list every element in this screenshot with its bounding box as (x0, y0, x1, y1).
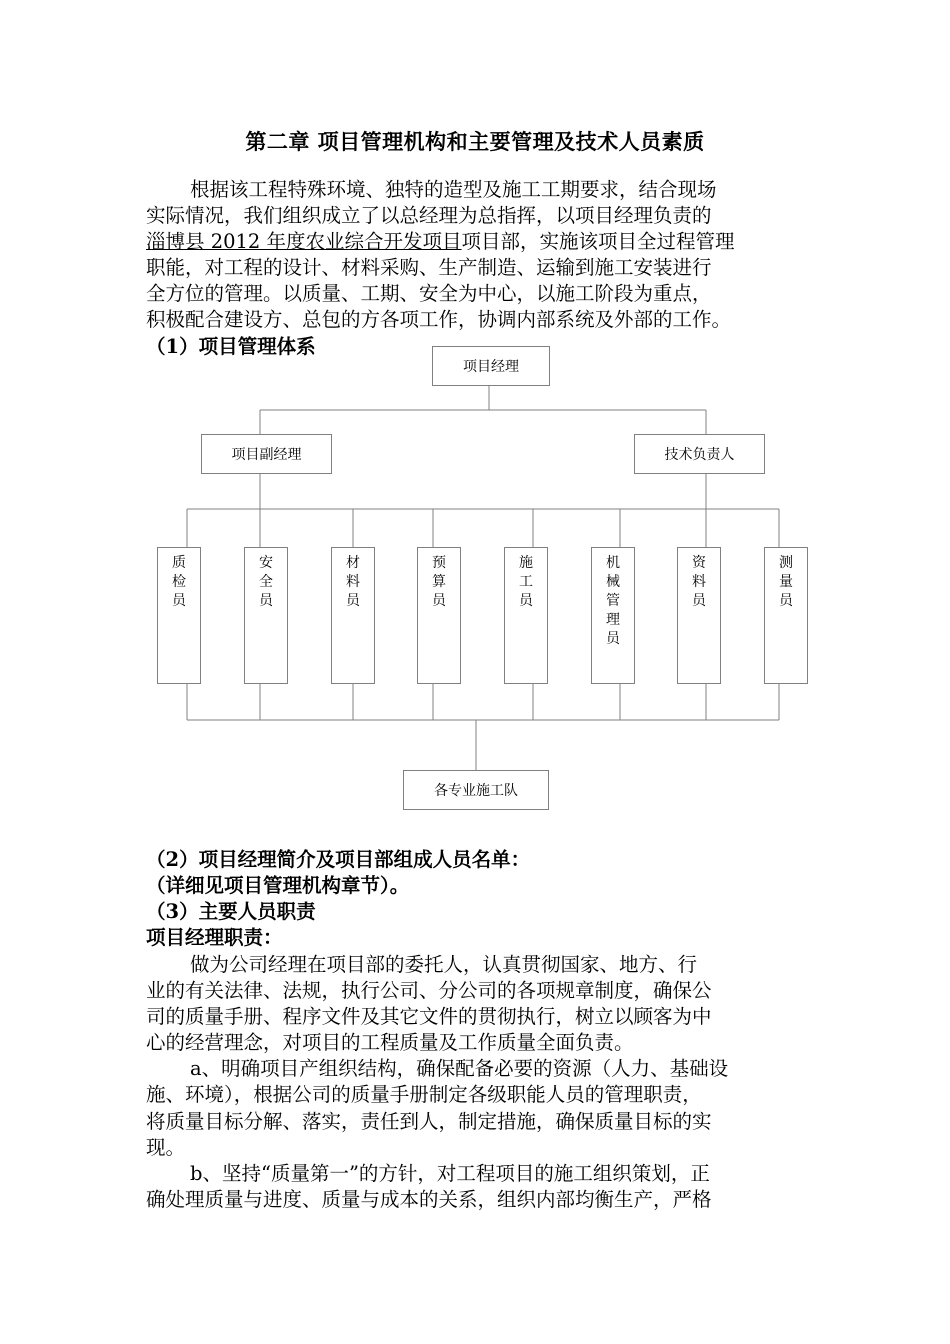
section-2-heading (146, 847, 806, 951)
node-machinery-manager-label: 机械管理员 (606, 555, 620, 647)
section-2-note: （详细见项目管理机构章节）。 (146, 874, 410, 898)
duty-a-line-3: 将质量目标分解、落实，责任到人，制定措施，确保质量目标的实 (146, 1109, 712, 1133)
project-name-link: 淄博县 2012 年度农业综合开发项目 (146, 230, 462, 254)
node-budget-officer (417, 547, 461, 684)
intro-line-3-rest: 项目部，实施该项目全过程管理 (461, 230, 735, 254)
duty-b-line-1: b、坚持“质量第一”的方针，对工程项目的施工组织策划，正 (190, 1161, 710, 1185)
node-document-officer (677, 547, 721, 684)
node-document-officer-label: 资料员 (692, 555, 706, 609)
duty-a-line-1: a、明确项目产组织结构，确保配备必要的资源（人力、基础设 (190, 1057, 729, 1081)
section-1-heading: （1）项目管理体系 (146, 335, 316, 358)
chapter-title: 第二章 项目管理机构和主要管理及技术人员素质 (245, 129, 705, 154)
duty-intro-line-4: 心的经营理念，对项目的工程质量及工作质量全面负责。 (146, 1031, 634, 1055)
node-quality-inspector (157, 547, 201, 684)
section-3-title: （3）主要人员职责 (146, 900, 316, 924)
node-budget-officer-label: 预算员 (432, 555, 446, 609)
node-materials-officer-label: 材料员 (346, 555, 360, 609)
node-safety-officer (244, 547, 288, 684)
intro-line-4: 职能，对工程的设计、材料采购、生产制造、运输到施工安装进行 (146, 256, 712, 280)
node-surveyor-label: 测量员 (779, 555, 793, 609)
intro-line-1: 根据该工程特殊环境、独特的造型及施工工期要求，结合现场 (190, 178, 717, 201)
node-materials-officer (331, 547, 375, 684)
pm-duties-heading: 项目经理职责： (146, 926, 283, 950)
duty-intro-line-3: 司的质量手册、程序文件及其它文件的贯彻执行，树立以顾客为中 (146, 1005, 712, 1029)
node-construction-worker (504, 547, 548, 684)
duty-intro-line-1: 做为公司经理在项目部的委托人，认真贯彻国家、地方、行 (190, 953, 698, 976)
duty-intro-paragraph (146, 952, 806, 1213)
node-quality-inspector-label: 质检员 (172, 555, 186, 609)
intro-line-5: 全方位的管理。以质量、工期、安全为中心，以施工阶段为重点， (146, 282, 712, 306)
node-construction-teams: 各专业施工队 (403, 770, 549, 810)
node-safety-officer-label: 安全员 (259, 555, 273, 609)
node-deputy-manager: 项目副经理 (201, 434, 332, 474)
node-technical-lead: 技术负责人 (634, 434, 765, 474)
node-surveyor (764, 547, 808, 684)
duty-a-line-2: 施、环境），根据公司的质量手册制定各级职能人员的管理职责， (146, 1083, 702, 1107)
node-construction-worker-label: 施工员 (519, 555, 533, 609)
intro-line-6: 积极配合建设方、总包的方各项工作，协调内部系统及外部的工作。 (146, 308, 732, 332)
intro-line-3 (146, 229, 806, 255)
duty-intro-line-2: 业的有关法律、法规，执行公司、分公司的各项规章制度，确保公 (146, 979, 712, 1003)
intro-paragraph (146, 177, 806, 334)
duty-b-line-2: 确处理质量与进度、质量与成本的关系，组织内部均衡生产，严格 (146, 1187, 712, 1211)
node-machinery-manager (591, 547, 635, 684)
duty-a-line-4: 现。 (146, 1135, 186, 1159)
section-2-title: （2）项目经理简介及项目部组成人员名单： (146, 848, 531, 871)
intro-line-2: 实际情况，我们组织成立了以总经理为总指挥，以项目经理负责的 (146, 204, 712, 228)
node-project-manager: 项目经理 (432, 346, 550, 386)
